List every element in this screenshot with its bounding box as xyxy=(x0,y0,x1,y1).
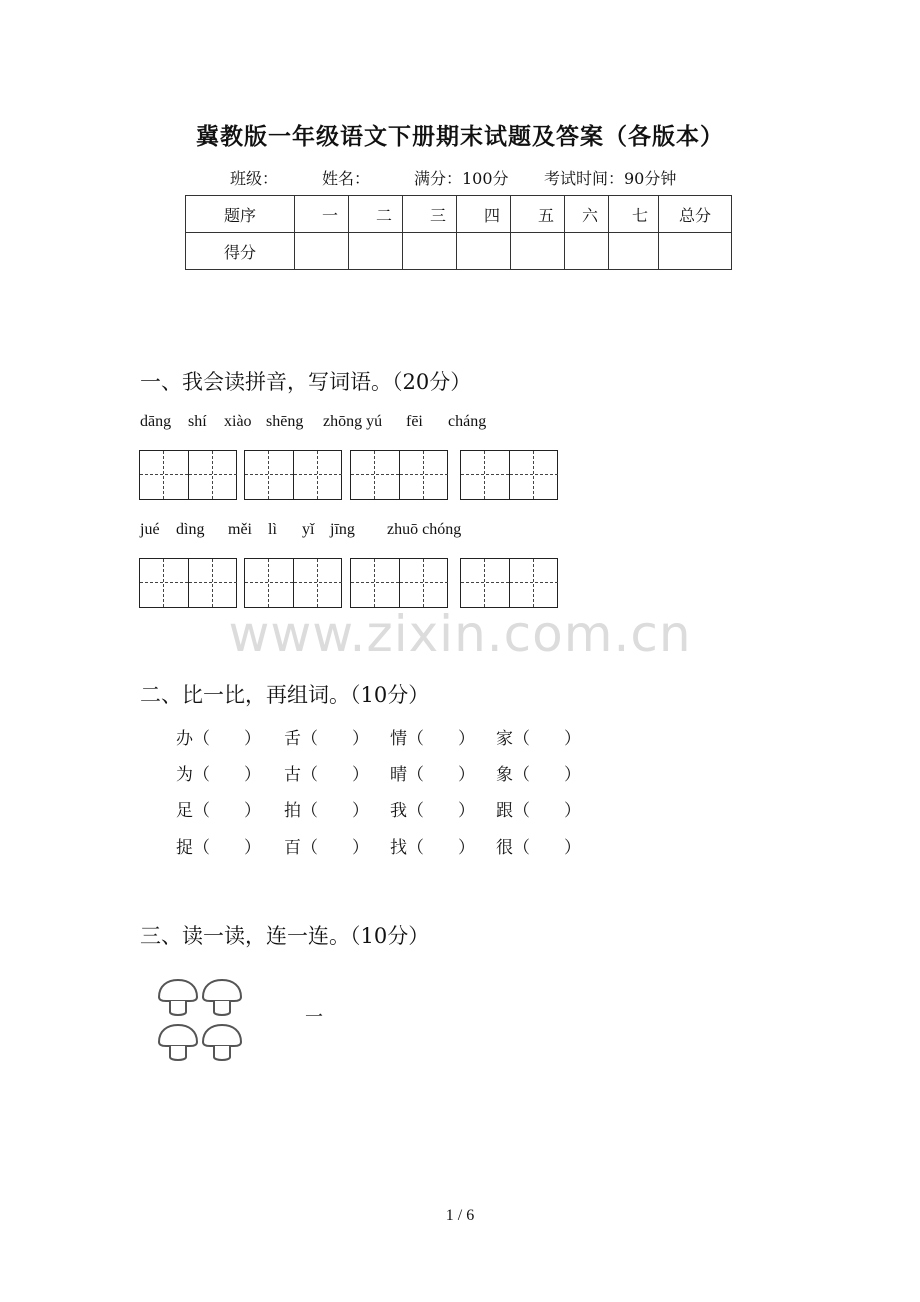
mushroom-group[interactable] xyxy=(155,975,251,1067)
mushroom-icon xyxy=(203,980,241,1015)
writing-box[interactable] xyxy=(244,558,342,608)
pinyin: jué xyxy=(140,521,160,538)
pinyin-row-1 xyxy=(0,413,920,435)
pinyin: dāng xyxy=(140,413,172,430)
score-header-cell: 一 xyxy=(295,196,349,233)
score-header-cell: 总分 xyxy=(659,196,732,233)
section1-title: 一、我会读拼音，写词语。（20分） xyxy=(140,370,472,394)
score-header-cell: 七 xyxy=(609,196,659,233)
writing-box[interactable] xyxy=(460,558,558,608)
score-cell[interactable] xyxy=(609,233,659,270)
watermark: www.zixin.com.cn xyxy=(228,605,692,663)
document-title: 冀教版一年级语文下册期末试题及答案（各版本） xyxy=(196,123,724,150)
score-header-cell: 四 xyxy=(457,196,511,233)
word-item[interactable]: 舌（ ） xyxy=(284,729,369,749)
mushroom-icon xyxy=(159,1025,197,1060)
pinyin: jīng xyxy=(330,521,355,538)
score-header-cell: 题序 xyxy=(186,196,295,233)
score-cell[interactable] xyxy=(511,233,565,270)
pinyin: dìng xyxy=(176,521,205,538)
score-table xyxy=(185,195,732,270)
word-item[interactable]: 拍（ ） xyxy=(284,801,369,821)
score-cell[interactable] xyxy=(565,233,609,270)
pinyin: yǐ xyxy=(302,521,315,538)
word-item[interactable]: 我（ ） xyxy=(390,801,475,821)
pinyin: fēi xyxy=(406,413,423,430)
word-item[interactable]: 办（ ） xyxy=(176,729,261,749)
word-item[interactable]: 情（ ） xyxy=(390,729,475,749)
pinyin: cháng xyxy=(448,413,487,430)
score-cell[interactable] xyxy=(457,233,511,270)
writing-box[interactable] xyxy=(139,450,237,500)
class-label: 班级： xyxy=(230,169,279,188)
word-item[interactable]: 很（ ） xyxy=(496,838,581,858)
page-number: 1 / 6 xyxy=(445,1207,475,1224)
word-item[interactable]: 晴（ ） xyxy=(390,765,475,785)
mushroom-icon xyxy=(159,980,197,1015)
score-header-cell: 二 xyxy=(349,196,403,233)
mushroom-icon xyxy=(203,1025,241,1060)
writing-box[interactable] xyxy=(460,450,558,500)
word-item[interactable]: 家（ ） xyxy=(496,729,581,749)
word-item[interactable]: 为（ ） xyxy=(176,765,261,785)
word-item[interactable]: 跟（ ） xyxy=(496,801,581,821)
word-item[interactable]: 古（ ） xyxy=(284,765,369,785)
word-item[interactable]: 找（ ） xyxy=(390,838,475,858)
score-table-header-row xyxy=(186,196,732,233)
score-cell[interactable] xyxy=(295,233,349,270)
pinyin-row-2 xyxy=(0,521,920,543)
writing-box[interactable] xyxy=(350,558,448,608)
name-label: 姓名： xyxy=(322,169,371,188)
pinyin: měi xyxy=(228,521,252,538)
writing-box[interactable] xyxy=(244,450,342,500)
section3-title: 三、读一读，连一连。（10分） xyxy=(140,924,430,948)
full-score: 满分：100分 xyxy=(414,169,509,188)
section2-title: 二、比一比，再组词。（10分） xyxy=(140,683,430,707)
score-header-cell: 三 xyxy=(403,196,457,233)
score-header-cell: 五 xyxy=(511,196,565,233)
score-row-label: 得分 xyxy=(186,233,295,270)
total-score-cell[interactable] xyxy=(659,233,732,270)
pinyin: zhōng yú xyxy=(323,413,383,430)
writing-box[interactable] xyxy=(350,450,448,500)
pinyin: lì xyxy=(268,521,277,538)
pinyin: shēng xyxy=(266,413,304,430)
number-char[interactable]: 一 xyxy=(305,1007,323,1028)
score-cell[interactable] xyxy=(403,233,457,270)
score-header-cell: 六 xyxy=(565,196,609,233)
pinyin: xiào xyxy=(224,413,252,430)
writing-box[interactable] xyxy=(139,558,237,608)
score-table-score-row xyxy=(186,233,732,270)
score-cell[interactable] xyxy=(349,233,403,270)
word-item[interactable]: 象（ ） xyxy=(496,765,581,785)
word-item[interactable]: 百（ ） xyxy=(284,838,369,858)
pinyin: shí xyxy=(188,413,207,430)
pinyin: zhuō chóng xyxy=(387,521,462,538)
word-item[interactable]: 捉（ ） xyxy=(176,838,261,858)
exam-time: 考试时间：90分钟 xyxy=(544,169,677,188)
word-item[interactable]: 足（ ） xyxy=(176,801,261,821)
